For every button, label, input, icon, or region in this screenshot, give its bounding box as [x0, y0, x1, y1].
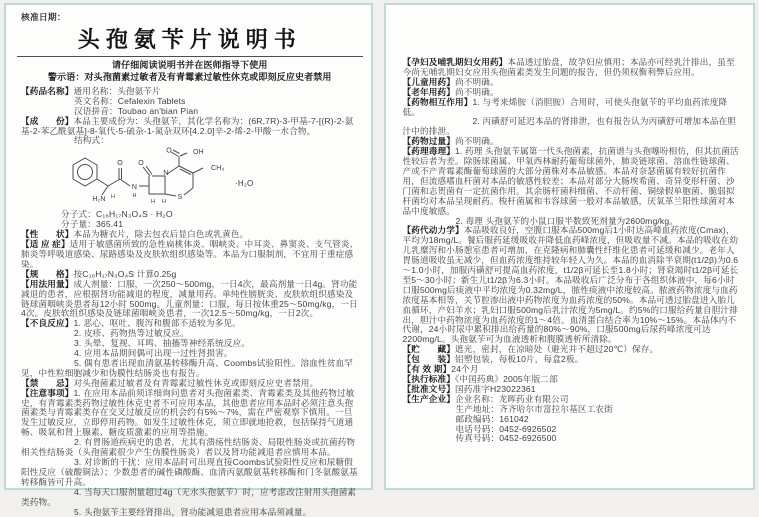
leaflet-right-page — [384, 3, 756, 490]
section-label: 【贮 藏】 — [402, 344, 455, 355]
atom-label-oh: OH — [193, 149, 204, 157]
section-line — [21, 87, 359, 97]
section-line: 2. 皮疹、药物热等过敏反应。 — [74, 328, 189, 339]
document-title: 头孢氨苄片说明书 — [77, 26, 302, 52]
atom-label-n: N — [131, 184, 138, 192]
atom-label-h: H — [150, 199, 156, 206]
section-text: 适用于敏感菌所致的急性扁桃体炎、咽峡炎、中耳炎、鼻窦炎、支气管炎、肺炎等呼吸道感染、尿路感染及皮肤软组织感染等。本品为口服制剂，不宜用于重症感染。 — [21, 239, 359, 269]
section-text: 本品透过胎盘，故孕妇应慎用；本品亦可经乳汁排出，虽至今尚无哺乳期妇女应用头孢菌素类发生问题的报告，但仍须权衡利弊后应用。 — [402, 57, 735, 77]
atom-label-n: N — [163, 170, 169, 178]
section — [21, 389, 359, 517]
section-text: 对头孢菌素过敏者及有青霉素过敏性休克或即刻反应史者禁用。 — [73, 377, 319, 388]
section-line — [403, 147, 742, 216]
section-line — [403, 58, 742, 78]
molecular-weight-label: 分子量： — [61, 219, 96, 230]
atom-label-s: S — [177, 194, 183, 202]
section-label: 【药品名称】 — [21, 85, 74, 96]
section-text: 成人剂量：口服，一次250～500mg，一日4次，最高剂量一日4g。肾功能减退的患者，应根据肾功能减退的程度，减量用药。单纯性膀胱炎、皮肤软组织感染及链球菌咽峡炎患者每12小时 500mg。儿童剂量：口服，每日按体重25～50mg/kg，一日4次。皮肤软组织感染及链球菌咽峡炎患者，一次12.5～50mg/kg，一日2次。 — [21, 278, 358, 319]
section-label: 【药代动力学】 — [402, 225, 464, 236]
section-text: 1. 在应用本品前须详细询问患者对头孢菌素类、青霉素类及其他药物过敏史，有青霉素类药物过敏性休克史者不可应用本品，其他患者应用本品时必须注意头孢菌素类与青霉素类存在交叉过敏反应的机会约有5%～7%，需在严密观察下慎用。一旦发生过敏反应，立即停用药物。如发生过敏性休克，须立即就地抢救，包括保持气道通畅、吸氧和肾上腺素、糖皮质激素的应用等措施。 — [21, 387, 355, 438]
left-sections-bottom — [21, 230, 359, 517]
section-text: 尚不明确。 — [454, 76, 499, 87]
section — [21, 280, 359, 320]
section-label: 【执行标准】 — [402, 374, 455, 384]
section-line: 5. 头孢氨苄主要经肾排出，肾功能减退患者应用本品须减量。 — [74, 506, 312, 517]
molecular-weight-value: 365.41 — [95, 219, 124, 230]
section-text: 1. 与考来烯胺（消胆胺）合用时，可使头孢氨苄的平均血药浓度降低。 — [402, 96, 728, 117]
approval-date-label: 核准日期： — [21, 12, 66, 22]
section-line: 2. 有胃肠道疾病史的患者，尤其有溃疡性结肠炎、局限性肠炎或抗菌药物相关性结肠炎（头孢菌素很少产生伪膜性肠炎）者以及肾功能减退者应慎用本品。 — [21, 437, 356, 458]
section-label: 【规 格】 — [21, 268, 74, 279]
chemical-structure-diagram — [63, 148, 359, 210]
section-label: 【性 状】 — [21, 229, 74, 240]
section-text: 企业名称：龙晖药业有限公司 — [454, 393, 569, 404]
atom-label-h: H — [161, 199, 167, 206]
section-line — [21, 117, 359, 137]
section — [403, 226, 742, 345]
section-label: 【用法用量】 — [21, 278, 74, 289]
section-label: 【不良反应】 — [21, 318, 74, 329]
section-line: 生产地址：齐齐哈尔市富拉尔基区工农街 — [455, 403, 613, 414]
read-instructions-notice: 请仔细阅读说明书并在医师指导下使用 — [111, 59, 268, 70]
atom-label-h: H — [132, 193, 137, 200]
section-line: 传真号码：0452-6926500 — [455, 433, 557, 444]
section-text: 本品吸收良好，空腹口服本品500mg后1小时达高峰血药浓度(Cmax)，平均为18mg/L。餐后服药延缓吸收并降低血药峰浓度，但吸收量不减。本品的吸收在幼儿乳糜泻和小肠憩室患者可增加，在克隆病和肺囊性纤维化患者可延缓和减少。老年人胃肠道吸收虽无减少，但血药浓度维持较年轻人为久。本品的血消除半衰期(t1/2β)为0.6～1.0小时，加服丙磺舒可提高血药浓度，t1/2β可延长至1.8小时；肾衰竭时t1/2β可延长至5～30小时；新生儿t1/2β为6.3小时。本品吸收后广泛分布于各组织体液中，每6小时口服500mg后痰液中平均浓度为0.32mg/L，脓性痰液中浓度较高。脓液药物浓度与血药浓度基本相等，关节腔渗出液中药物浓度为血药浓度的50%。本品可透过胎盘进入胎儿血循环，产妇羊水；乳妇口服500mg后乳汁浓度为5mg/L。约5%的口服给药量自胆汁排出，胆汁中药物浓度为血药浓度的1～4倍。血清蛋白结合率为10%～15%。本品体内不代谢，24小时尿中累积排出给药量的80%～90%，口服500mg后尿药峰浓度可达2200mg/L。头孢氨苄可为血液透析和腹膜透析所清除。 — [402, 225, 739, 345]
section-text: 按C₁₆H₁₇N₃O₄S 计算0.25g — [73, 268, 177, 279]
section-label: 【注意事项】 — [21, 387, 74, 398]
section-line — [21, 389, 359, 439]
section-line — [403, 226, 742, 345]
atom-label-h: H — [110, 194, 116, 201]
left-sections-top — [21, 87, 359, 146]
section-text: 1. 药理 头孢氨苄属第一代头孢菌素，抗菌谱与头孢噻吩相仿，但其抗菌活性较后者为差。除肠球菌属、甲氧西林耐药葡萄球菌外，肺炎链球菌、溶血性链球菌、产或不产青霉素酶葡萄球菌的大部分菌株对本品敏感。本品对奈瑟菌属有较好抗菌作用，但流感嗜血杆菌对本品的敏感性较差；本品对部分大肠埃希菌、奇异变形杆菌、沙门菌和志贺菌有一定抗菌作用。其余肠杆菌科细菌、不动杆菌、铜绿假单胞菌、脆弱拟杆菌均对本品呈现耐药。梭杆菌属和韦容球菌一般对本品敏感，厌氧革兰阳性球菌对本品中度敏感。 — [402, 146, 739, 216]
section-text: 本品为糖衣片，除去包衣后显白色或乳黄色。 — [73, 229, 249, 240]
section-text: 本品主要成份为：头孢氨苄，其化学名称为：(6R,7R)-3-甲基-7-[(R)-2-氨基-2-苯乙酰氨基]-8-氧代-5-硫杂-1-氮杂双环[4.2.0]辛-2-烯-2-甲酸一水合物。 — [21, 115, 354, 136]
atom-label-o: O — [138, 160, 144, 168]
section-line: 3. 对诊断的干扰：应用本品时可出现直接Coombs试验阳性反应和尿糖假阳性反应（硫酸铜法）；少数患者的碱性磷酸酶、血清丙氨酸氨基转移酶和门冬氨酸氨基转移酶皆可升高。 — [21, 457, 358, 487]
atom-label-ch3: CH₃ — [211, 165, 225, 173]
atom-label-h2n: H₂N — [92, 196, 106, 204]
section-text: 铝塑包装，每板10片，每盒2板。 — [454, 354, 584, 365]
section-text: 24个月 — [451, 364, 479, 375]
section — [403, 58, 742, 78]
section-line — [403, 98, 742, 118]
warning-statement: 警示语：对头孢菌素过敏者及有青霉素过敏性休克或即刻反应史者禁用 — [47, 71, 332, 82]
section — [21, 240, 359, 270]
section-label: 【成 份】 — [21, 115, 74, 126]
title-divider — [17, 56, 363, 57]
section-line: 4. 应用本品期间偶可出现一过性肾损害。 — [74, 348, 233, 359]
section-label: 【生产企业】 — [402, 393, 455, 404]
section-line: 5. 偶有患者出现血清氨基转移酶升高、Coombs试验阳性。溶血性贫血罕见，中性粒细胞减少和伪膜性结肠炎也有报告。 — [21, 357, 353, 378]
section-label: 【儿童用药】 — [402, 76, 455, 87]
section-text: 遮光，密封，在凉暗处（避光并不超过20℃）保存。 — [454, 344, 659, 355]
molecular-formula-label: 分子式： — [61, 209, 96, 220]
section-label: 【适 应 症】 — [21, 239, 70, 250]
section-line: 电话号码：0452-6926502 — [455, 423, 557, 434]
section — [21, 87, 359, 117]
section-line: 2. 丙磺舒可延迟本品的肾排泄，也有报告认为丙磺舒可增加本品在胆汁中的排泄。 — [402, 116, 737, 137]
section-line: 英文名称：Cefalexin Tablets — [74, 95, 186, 106]
molecular-formula-value: C₁₆H₁₇N₃O₄S · H₂O — [95, 209, 173, 220]
section-line: 4. 当每天口服剂量超过4g（无水头孢氨苄）时，应考虑改注射用头孢菌素类药物。 — [21, 486, 357, 507]
section — [403, 98, 742, 138]
section-label: 【有 效 期】 — [402, 364, 452, 375]
section-line: 结构式： — [74, 135, 109, 146]
section-label: 【药物相互作用】 — [402, 96, 473, 107]
section-text: 通用名称：头孢氨苄片 — [73, 85, 161, 96]
section-line — [21, 319, 359, 329]
hydrate-label: ·H₂O — [235, 179, 254, 189]
section-label: 【包 装】 — [402, 354, 455, 365]
section-label: 【药理毒理】 — [402, 146, 455, 157]
structure-svg — [63, 148, 273, 210]
section — [403, 147, 742, 226]
section-text: 国药准字H23022361 — [454, 383, 536, 394]
section-text: 《中国药典》2005年版二部 — [454, 374, 558, 384]
atom-label-o: O — [166, 147, 172, 155]
leaflet-left-page — [4, 3, 373, 517]
section-label: 【孕妇及哺乳期妇女用药】 — [402, 57, 508, 67]
section-text: 尚不明确。 — [454, 136, 499, 147]
section-text: 1. 恶心、呕吐、腹泻和腹部不适较为多见。 — [73, 318, 241, 329]
section-line — [21, 240, 359, 270]
section-line — [21, 280, 359, 320]
section-line: 3. 头晕、复视、耳鸣、抽搐等神经系统反应。 — [74, 338, 251, 349]
right-sections — [403, 58, 742, 444]
section-line: 邮政编码：161042 — [455, 413, 529, 424]
atom-label-o: O — [117, 160, 123, 168]
section-text: 尚不明确。 — [454, 86, 499, 97]
section-line: 汉语拼音：Toubao an'bian Pian — [74, 105, 199, 116]
section — [403, 395, 742, 445]
section-label: 【药物过量】 — [402, 136, 455, 147]
section-label: 【批准文号】 — [402, 383, 455, 394]
section — [21, 117, 359, 147]
section-label: 【禁 忌】 — [21, 377, 74, 388]
section-line: 2. 毒理 头孢氨苄的小鼠口服半数致死剂量为2600mg/kg。 — [455, 215, 679, 226]
section — [21, 319, 359, 378]
section-label: 【老年用药】 — [402, 86, 455, 97]
